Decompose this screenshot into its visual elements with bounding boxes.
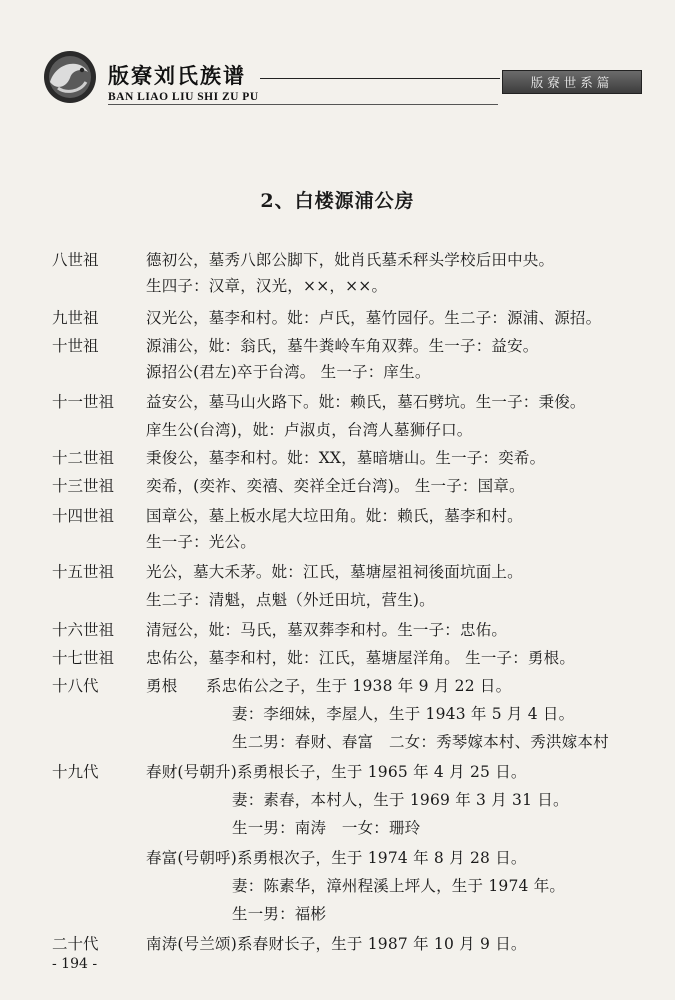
- header-subtitle: BAN LIAO LIU SHI ZU PU: [108, 91, 259, 103]
- genealogy-row: [0, 760, 675, 786]
- generation-label: 九世祖: [52, 309, 99, 327]
- genealogy-text: 秉俊公，墓李和村。妣：XX，墓暗塘山。生一子：奕希。: [146, 449, 546, 467]
- genealogy-text: 妻：李细妹，李屋人，生于 1943 年 5 月 4 日。: [232, 705, 575, 723]
- genealogy-text: 国章公，墓上板水尾大垃田角。妣：赖氏，墓李和村。: [146, 507, 523, 525]
- genealogy-row: [0, 730, 675, 756]
- genealogy-text: 南涛(号兰颂)系春财长子，生于 1987 年 10 月 9 日。: [146, 935, 527, 953]
- genealogy-row: [0, 588, 675, 614]
- genealogy-text: 生二男：春财、春富 二女：秀琴嫁本村、秀洪嫁本村: [232, 733, 609, 751]
- genealogy-row: [0, 418, 675, 444]
- genealogy-text: 益安公，墓马山火路下。妣：赖氏，墓石劈坑。生一子：秉俊。: [146, 393, 586, 411]
- genealogy-row: [0, 560, 675, 586]
- genealogy-text: 庠生公(台湾)，妣：卢淑贞，台湾人墓狮仔口。: [146, 421, 473, 439]
- genealogy-text: 妻：素春，本村人，生于 1969 年 3 月 31 日。: [232, 791, 569, 809]
- genealogy-text: 忠佑公，墓李和村，妣：江氏，墓塘屋洋角。 生一子：勇根。: [146, 649, 576, 667]
- generation-label: 二十代: [52, 935, 99, 953]
- genealogy-text: 光公，墓大禾茅。妣：江氏，墓塘屋祖祠後面坑面上。: [146, 563, 523, 581]
- genealogy-text: 勇根: [146, 677, 178, 695]
- generation-label: 十一世祖: [52, 393, 115, 411]
- genealogy-text: 春财(号朝升)系勇根长子，生于 1965 年 4 月 25 日。: [146, 763, 527, 781]
- generation-label: 十三世祖: [52, 477, 115, 495]
- genealogy-row: [0, 446, 675, 472]
- genealogy-text: 生二子：清魁，点魁（外迁田坑，营生)。: [146, 591, 435, 609]
- genealogy-row: [0, 874, 675, 900]
- genealogy-text: 源浦公，妣：翁氏，墓牛粪岭车角双葬。生一子：益安。: [146, 337, 539, 355]
- genealogy-text: 妻：陈素华，漳州程溪上坪人，生于 1974 年。: [232, 877, 566, 895]
- generation-label: 十七世祖: [52, 649, 115, 667]
- genealogy-row: [0, 530, 675, 556]
- genealogy-text: 清冠公，妣：马氏，墓双葬李和村。生一子：忠佑。: [146, 621, 508, 639]
- genealogy-row: [0, 474, 675, 500]
- genealogy-row: [0, 504, 675, 530]
- generation-label: 十五世祖: [52, 563, 115, 581]
- genealogy-row: [0, 674, 675, 700]
- genealogy-row: [0, 248, 675, 274]
- genealogy-text: 奕希，(奕祚、奕禧、奕祥全迁台湾)。 生一子：国章。: [146, 477, 525, 495]
- genealogy-text: 生一男：福彬: [232, 905, 327, 923]
- genealogy-text: 生一子：光公。: [146, 533, 256, 551]
- genealogy-row: [0, 788, 675, 814]
- genealogy-text: 生四子：汉章，汉光，××，××。: [146, 277, 388, 295]
- genealogy-text: 系忠佑公之子，生于 1938 年 9 月 22 日。: [206, 677, 512, 695]
- page-header: [0, 0, 675, 110]
- genealogy-text: 源招公(君左)卒于台湾。 生一子：庠生。: [146, 363, 431, 381]
- genealogy-text: 德初公，墓秀八郎公脚下，妣肖氏墓禾秤头学校后田中央。: [146, 251, 555, 269]
- genealogy-row: [0, 646, 675, 672]
- genealogy-row: [0, 932, 675, 958]
- genealogy-row: [0, 846, 675, 872]
- genealogy-row: [0, 702, 675, 728]
- generation-label: 十六世祖: [52, 621, 115, 639]
- genealogy-text: 生一男：南涛 一女：珊玲: [232, 819, 421, 837]
- generation-label: 十四世祖: [52, 507, 115, 525]
- generation-label: 十世祖: [52, 337, 99, 355]
- genealogy-row: [0, 274, 675, 300]
- genealogy-text: 春富(号朝呼)系勇根次子，生于 1974 年 8 月 28 日。: [146, 849, 527, 867]
- genealogy-row: [0, 306, 675, 332]
- genealogy-row: [0, 816, 675, 842]
- genealogy-row: [0, 902, 675, 928]
- generation-label: 十八代: [52, 677, 99, 695]
- dragon-emblem-icon: [36, 48, 104, 106]
- genealogy-row: [0, 618, 675, 644]
- genealogy-text: 汉光公，墓李和村。妣：卢氏，墓竹园仔。生二子：源浦、源招。: [146, 309, 602, 327]
- header-divider: [260, 78, 500, 79]
- genealogy-row: [0, 334, 675, 360]
- page-number: - 194 -: [52, 956, 98, 972]
- genealogy-row: [0, 360, 675, 386]
- header-underline: [108, 104, 498, 105]
- section-label-badge: 版寮世系篇: [502, 70, 642, 94]
- generation-label: 十二世祖: [52, 449, 115, 467]
- generation-label: 八世祖: [52, 251, 99, 269]
- genealogy-row: [0, 390, 675, 416]
- generation-label: 十九代: [52, 763, 99, 781]
- section-title: 2、白楼源浦公房: [260, 190, 415, 212]
- header-title: 版寮刘氏族谱: [108, 64, 246, 88]
